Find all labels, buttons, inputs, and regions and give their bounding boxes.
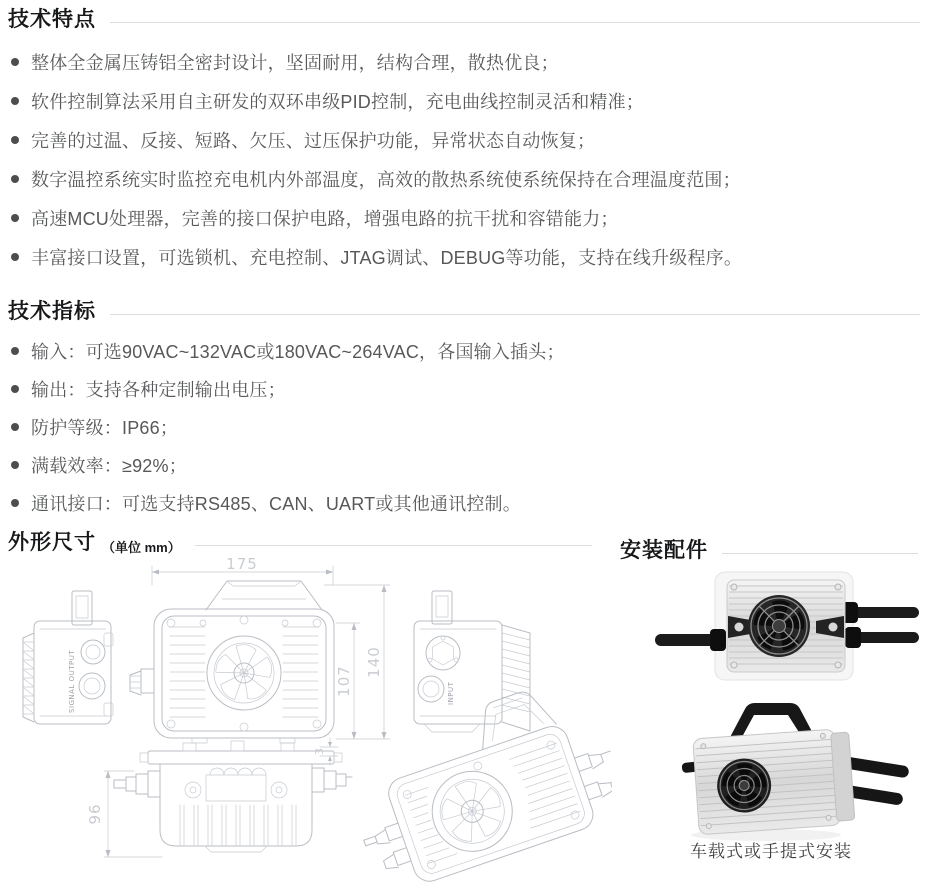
section-features	[0, 0, 926, 276]
product-photos	[616, 558, 926, 885]
accessories-rule	[722, 553, 918, 554]
total-height-dim-label: 140	[365, 646, 383, 678]
specs-title: 技术指标	[8, 300, 96, 323]
unit-note: （单位 mm）	[102, 539, 181, 555]
spec-item: 通讯接口：可选支持RS485、CAN、UART或其他通讯控制。	[8, 484, 920, 522]
features-list	[8, 42, 920, 276]
features-title: 技术特点	[8, 8, 96, 31]
spec-item: 防护等级：IP66；	[8, 408, 920, 446]
tab-dim-label: 3	[313, 747, 326, 755]
body-height-dim-label: 107	[335, 665, 353, 697]
fan-drawing-icon	[207, 636, 281, 710]
feature-item: 完善的过温、反接、短路、欠压、过压保护功能，异常状态自动恢复；	[8, 120, 920, 159]
drawing-front-view	[86, 738, 352, 857]
accessories-title: 安装配件	[620, 539, 708, 562]
feature-item: 数字温控系统实时监控充电机内外部温度，高效的散热系统使系统保持在合理温度范围；	[8, 159, 920, 198]
drawing-isometric-view	[335, 671, 612, 885]
feature-item: 软件控制算法采用自主研发的双环串级PID控制，充电曲线控制灵活和精准；	[8, 81, 920, 120]
specs-header	[8, 299, 920, 325]
dimension-drawings	[0, 555, 612, 885]
depth-dim-label: 96	[86, 803, 104, 825]
drawing-top-view	[130, 555, 334, 743]
section-specs	[0, 299, 926, 522]
specs-list	[8, 332, 920, 522]
section-dimensions	[0, 527, 612, 885]
input-label: INPUT	[447, 681, 455, 705]
photo-charger-portable-view	[682, 703, 911, 841]
fan-icon	[748, 595, 810, 657]
features-rule	[110, 22, 920, 23]
bottom-area	[0, 527, 926, 885]
signal-output-label: SIGNAL OUTPUT	[68, 649, 76, 713]
dimensions-header	[0, 527, 612, 556]
section-accessories	[616, 527, 926, 885]
features-header	[8, 7, 920, 33]
drawing-side-view-left	[23, 591, 113, 724]
drawing-side-view-right	[414, 591, 530, 732]
dimensions-rule	[195, 545, 592, 546]
photo-charger-top-view	[655, 572, 919, 680]
mounting-caption: 车载式或手提式安装	[690, 842, 852, 861]
feature-item: 丰富接口设置，可选锁机、充电控制、JTAG调试、DEBUG等功能，支持在线升级程序。	[8, 237, 920, 276]
specs-rule	[110, 314, 920, 315]
dimensions-title: 外形尺寸	[8, 531, 96, 554]
width-dim-label: 175	[226, 555, 258, 573]
spec-item: 输出：支持各种定制输出电压；	[8, 370, 920, 408]
spec-item: 输入：可选90VAC~132VAC或180VAC~264VAC，各国输入插头；	[8, 332, 920, 370]
feature-item: 高速MCU处理器，完善的接口保护电路，增强电路的抗干扰和容错能力；	[8, 198, 920, 237]
feature-item: 整体全金属压铸铝全密封设计，坚固耐用，结构合理，散热优良；	[8, 42, 920, 81]
spec-item: 满载效率：≥92%；	[8, 446, 920, 484]
fan-drawing-icon	[421, 760, 523, 862]
